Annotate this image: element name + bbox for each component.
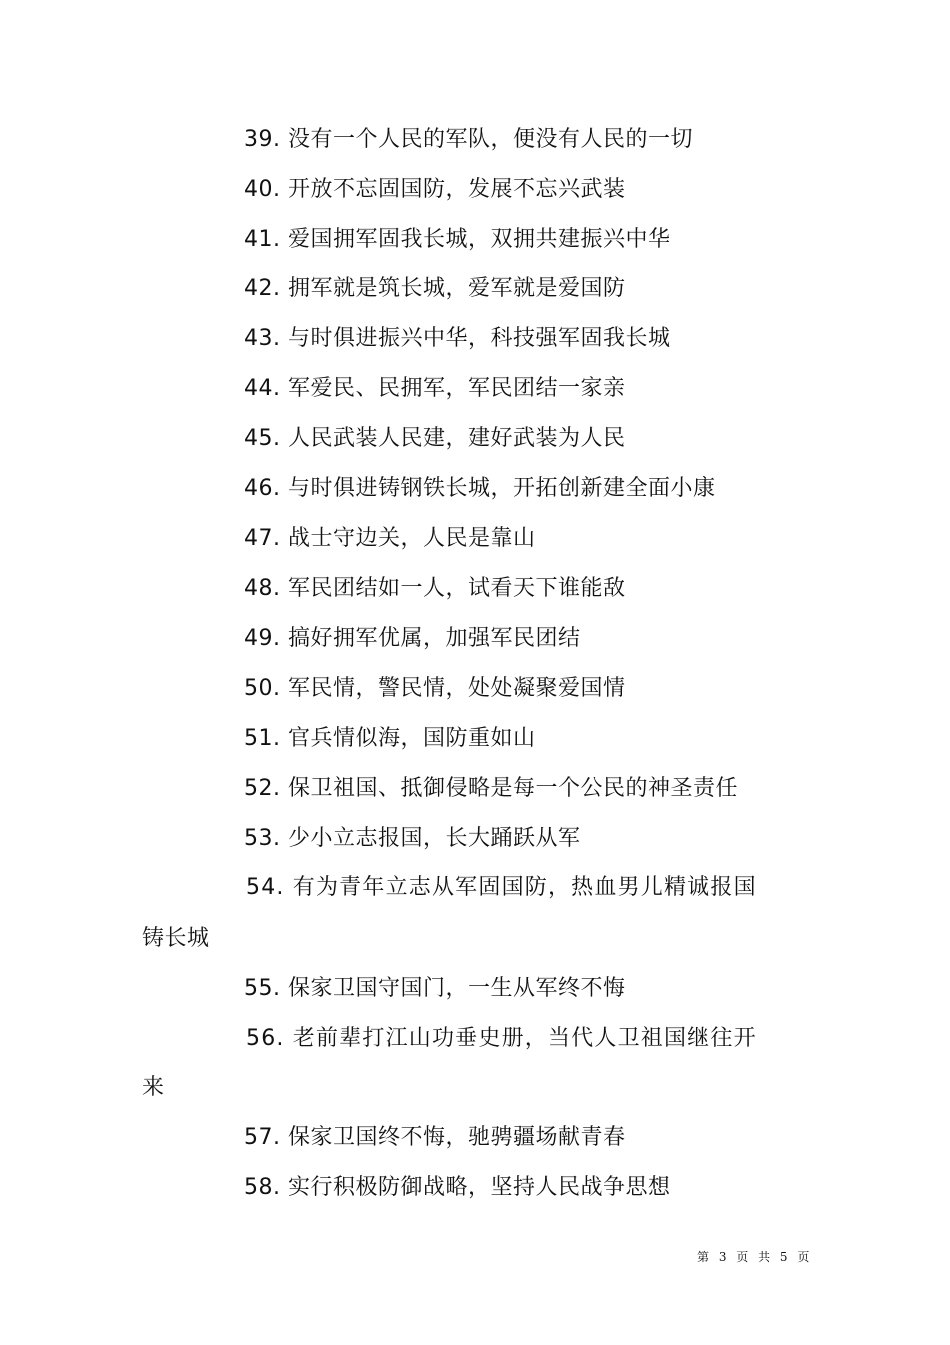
page-number-footer: 第 3 页 共 5 页 xyxy=(697,1250,813,1264)
slogan-55: 55. 保家卫国守国门，一生从军终不悔 xyxy=(244,976,626,1001)
slogan-58: 58. 实行积极防御战略，坚持人民战争思想 xyxy=(244,1175,671,1200)
slogan-46: 46. 与时俱进铸钢铁长城，开拓创新建全面小康 xyxy=(244,476,716,501)
slogan-48: 48. 军民团结如一人，试看天下谁能敌 xyxy=(244,576,626,601)
slogan-39: 39. 没有一个人民的军队，便没有人民的一切 xyxy=(244,127,693,152)
slogan-40: 40. 开放不忘固国防，发展不忘兴武装 xyxy=(244,177,626,202)
slogan-53: 53. 少小立志报国，长大踊跃从军 xyxy=(244,826,581,851)
slogan-42: 42. 拥军就是筑长城，爱军就是爱国防 xyxy=(244,276,626,301)
slogan-43: 43. 与时俱进振兴中华，科技强军固我长城 xyxy=(244,326,671,351)
slogan-44: 44. 军爱民、民拥军，军民团结一家亲 xyxy=(244,376,626,401)
slogan-45: 45. 人民武装人民建，建好武装为人民 xyxy=(244,426,626,451)
slogan-56-continuation: 来 xyxy=(142,1075,165,1100)
slogan-49: 49. 搞好拥军优属，加强军民团结 xyxy=(244,626,581,651)
slogan-47: 47. 战士守边关，人民是靠山 xyxy=(244,526,536,551)
slogan-54-continuation: 铸长城 xyxy=(142,926,210,951)
slogan-52: 52. 保卫祖国、抵御侵略是每一个公民的神圣责任 xyxy=(244,776,738,801)
slogan-51: 51. 官兵情似海，国防重如山 xyxy=(244,726,536,751)
slogan-50: 50. 军民情，警民情，处处凝聚爱国情 xyxy=(244,676,626,701)
slogan-57: 57. 保家卫国终不悔，驰骋疆场献青春 xyxy=(244,1125,626,1150)
slogan-41: 41. 爱国拥军固我长城，双拥共建振兴中华 xyxy=(244,227,671,252)
slogan-56: 56. 老前辈打江山功垂史册，当代人卫祖国继往开 xyxy=(246,1026,757,1051)
slogan-54: 54. 有为青年立志从军固国防，热血男儿精诚报国 xyxy=(246,875,757,900)
